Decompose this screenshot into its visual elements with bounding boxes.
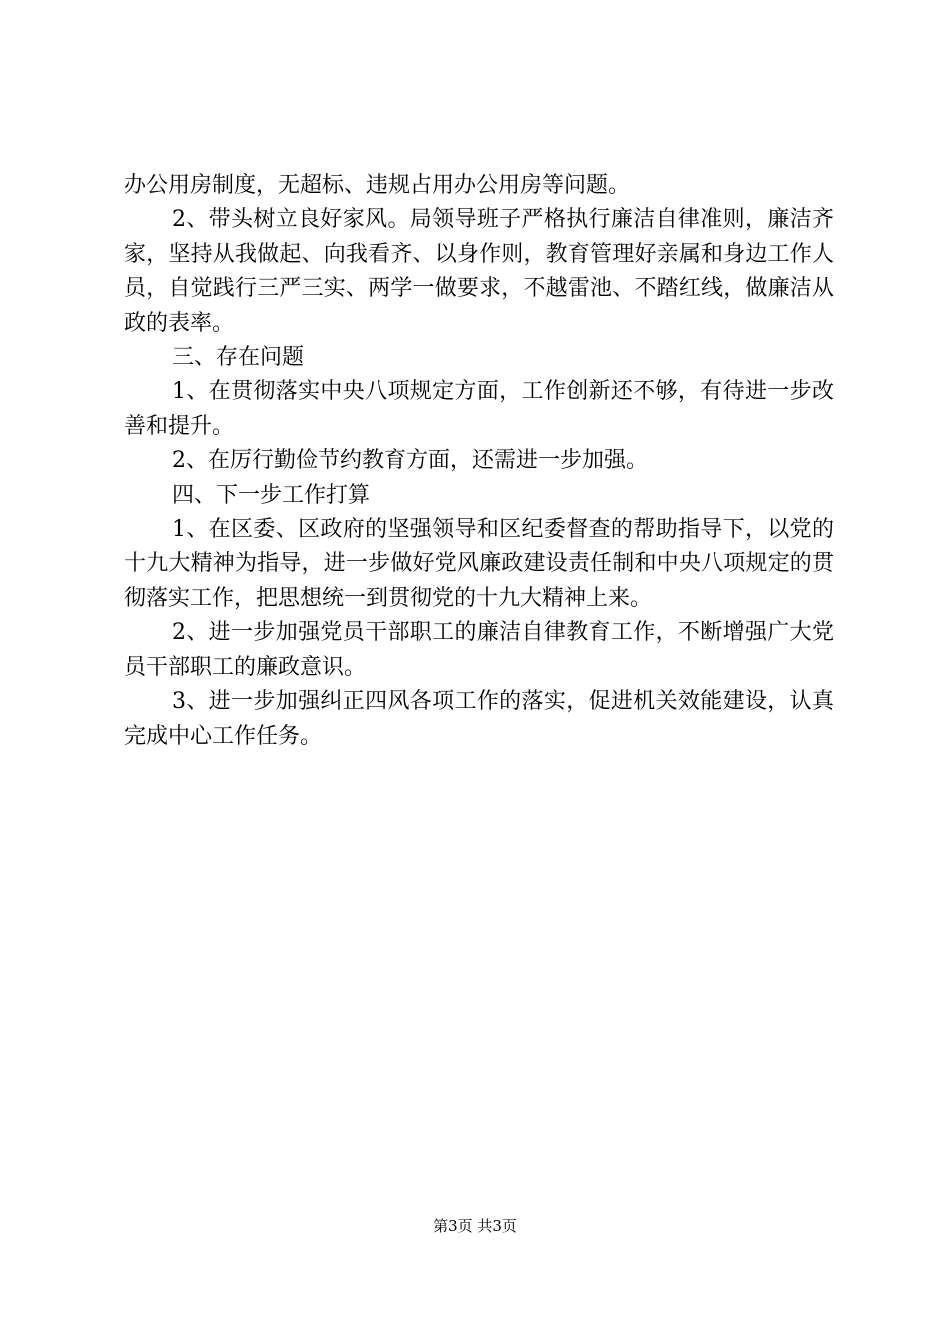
paragraph-issue-1: 1、在贯彻落实中央八项规定方面，工作创新还不够，有待进一步改善和提升。 xyxy=(124,379,834,439)
paragraph-plan-3: 3、进一步加强纠正四风各项工作的落实，促进机关效能建设，认真完成中心工作任务。 xyxy=(124,689,834,749)
paragraph-plan-1: 1、在区委、区政府的坚强领导和区纪委督查的帮助指导下，以党的十九大精神为指导，进一步做好党风廉政建设责任制和中央八项规定的贯彻落实工作，把思想统一到贯彻党的十九大精神上来。 xyxy=(124,517,834,611)
paragraph-2: 2、带头树立良好家风。局领导班子严格执行廉洁自律准则，廉洁齐家，坚持从我做起、向我看齐、以身作则，教育管理好亲属和身边工作人员，自觉践行三严三实、两学一做要求，不越雷池、不踏红线，做廉洁从政的表率。 xyxy=(124,207,834,336)
section-heading-next-steps: 四、下一步工作打算 xyxy=(172,482,371,508)
paragraph-1: 办公用房制度，无超标、违规占用办公用房等问题。 xyxy=(124,173,631,198)
paragraph-issue-2: 2、在厉行勤俭节约教育方面，还需进一步加强。 xyxy=(172,448,648,474)
section-heading-issues: 三、存在问题 xyxy=(172,345,305,371)
page-number-footer: 第3页 共3页 xyxy=(433,1217,517,1235)
document-body xyxy=(124,169,834,754)
paragraph-plan-2: 2、进一步加强党员干部职工的廉洁自律教育工作，不断增强广大党员干部职工的廉政意识。 xyxy=(124,620,834,680)
